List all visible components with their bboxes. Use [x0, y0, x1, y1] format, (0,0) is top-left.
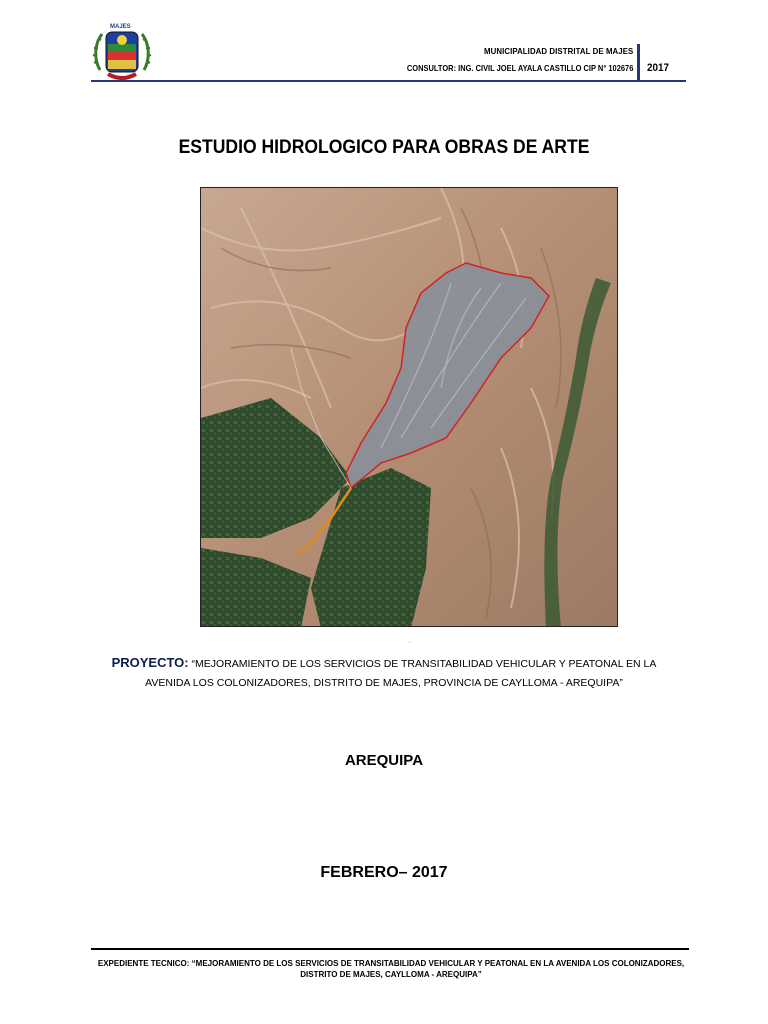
project-label: PROYECTO:: [111, 655, 189, 670]
project-description: [100, 654, 668, 692]
header-rule: [91, 80, 686, 82]
logo-text: MAJES: [110, 24, 131, 30]
header-institution: MUNICIPALIDAD DISTRITAL DE MAJES: [483, 46, 633, 56]
header-consultant: CONSULTOR: ING. CIVIL JOEL AYALA CASTILLO CIP N° 102676: [406, 63, 633, 73]
municipality-logo: [92, 24, 152, 80]
footer-text: EXPEDIENTE TECNICO: “MEJORAMIENTO DE LOS SERVICIOS DE TRANSITABILIDAD VEHICULAR Y PEATONAL EN LA AVENIDA LOS COLONIZADORES, DISTRITO DE MAJES, CAYLLOMA - AREQUIPA”: [97, 959, 685, 979]
satellite-image: [200, 187, 618, 627]
project-text: “MEJORAMIENTO DE LOS SERVICIOS DE TRANSITABILIDAD VEHICULAR Y PEATONAL EN LA AVENIDA LOS COLONIZADORES, DISTRITO DE MAJES, PROVINCIA DE CAYLLOMA - AREQUIPA”: [145, 658, 657, 689]
footer-rule: [91, 948, 689, 950]
location: AREQUIPA: [344, 752, 424, 769]
date: FEBRERO– 2017: [320, 864, 448, 881]
header-year: 2017: [647, 62, 670, 74]
header-divider: [637, 44, 640, 82]
document-title: ESTUDIO HIDROLOGICO PARA OBRAS DE ARTE: [178, 136, 590, 158]
stray-dot: .: [409, 639, 411, 645]
